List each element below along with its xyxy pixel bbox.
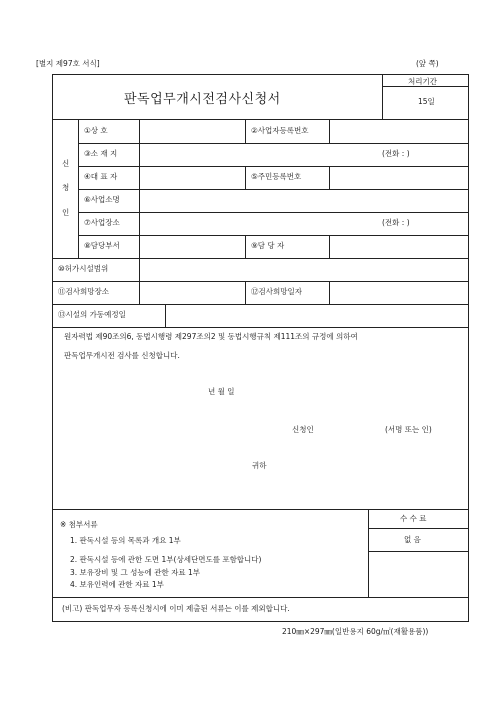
- attachment-item-1: 1. 판독시설 등의 목록과 개요 1부: [70, 536, 181, 545]
- date-line: 년 월 일: [208, 387, 235, 396]
- attachment-item-4: 4. 보유인력에 관한 자료 1부: [70, 580, 164, 589]
- applicant-label-3: 인: [62, 208, 70, 217]
- body-statement-line2: 판독업무개시전 검사를 신청합니다.: [64, 351, 180, 360]
- paper-spec-footer: 210㎜×297㎜(일반용지 60g/㎡(재활용품)): [282, 627, 429, 636]
- field-department: ⑧담당부서: [84, 241, 120, 250]
- field-operation-date: ⑬시설의 가동예정일: [58, 310, 126, 319]
- remarks-note: (비고) 판독업무자 등록신청시에 이미 제출된 서류는 이를 제외합니다.: [62, 604, 290, 613]
- field-inspection-date: ⑫검사희망일자: [251, 287, 302, 296]
- field-person-in-charge: ⑨담 당 자: [251, 241, 285, 250]
- field-workplace: ⑦사업장소: [84, 218, 120, 227]
- field-address-phone: (전화 : ): [382, 149, 410, 158]
- body-statement-line1: 원자력법 제90조의6, 동법시행령 제297조의2 및 동법시행규칙 제111조의 규정에 의하여: [64, 332, 358, 341]
- form-number: [별지 제97호 서식]: [36, 59, 100, 68]
- applicant-signature-label: 신청인: [292, 425, 314, 434]
- fee-label: 수 수 료: [400, 514, 427, 523]
- attachment-item-3: 3. 보유장비 및 그 성능에 관한 자료 1부: [70, 568, 201, 577]
- processing-period-value: 15일: [418, 97, 435, 106]
- field-workplace-phone: (전화 : ): [382, 218, 410, 227]
- field-business-reg-no: ②사업자등록번호: [251, 126, 309, 135]
- form-title: 판독업무개시전검사신청서: [124, 92, 281, 107]
- field-resident-reg-no: ⑤주민등록번호: [251, 172, 302, 181]
- field-inspection-place: ⑪검사희망장소: [58, 287, 109, 296]
- field-address: ③소 재 지: [84, 149, 118, 158]
- applicant-label-2: 청: [62, 183, 70, 192]
- signature-instruction: (서명 또는 인): [385, 425, 432, 434]
- field-trade-name: ①상 호: [84, 126, 108, 135]
- fee-value: 없 음: [404, 535, 421, 544]
- recipient-label: 귀하: [252, 461, 267, 470]
- attachment-item-2: 2. 판독시설 등에 관한 도면 1부(상세단면도를 포함합니다): [70, 555, 262, 564]
- attachments-title: ※ 첨부서류: [60, 520, 98, 529]
- field-office-name: ⑥사업소명: [84, 195, 120, 204]
- page-side-label: (앞 쪽): [416, 59, 439, 68]
- applicant-label-1: 신: [62, 159, 70, 168]
- processing-period-label: 처리기간: [408, 77, 437, 86]
- field-permit-scope: ⑩허가시설범위: [58, 264, 109, 273]
- field-representative: ④대 표 자: [84, 172, 118, 181]
